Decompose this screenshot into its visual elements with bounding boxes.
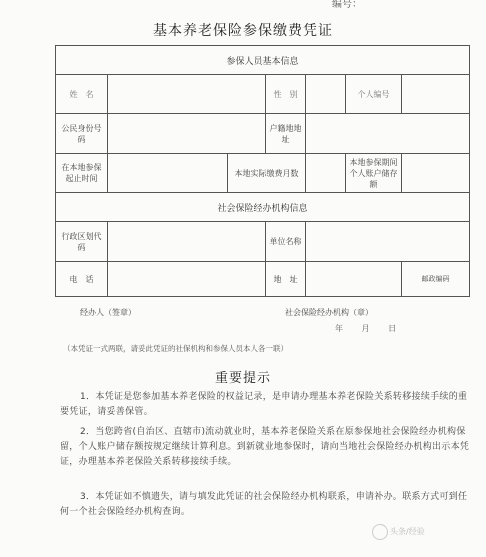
id-number-value[interactable] (108, 114, 266, 154)
section-agency-info: 社会保险经办机构信息 (56, 193, 470, 222)
page-title: 基本养老保险参保缴费凭证 (153, 23, 333, 39)
postcode-label: 邮政编码 (402, 262, 470, 297)
unit-name-value[interactable] (306, 222, 470, 262)
phone-value[interactable] (108, 262, 266, 297)
notice-paragraph-1: 1．本凭证是您参加基本养老保险的权益记录，是申请办理基本养老保险关系转移接续手续的重要凭证，请妥善保管。 (60, 392, 468, 417)
contribution-period-value[interactable] (108, 154, 228, 193)
handler-signature-label: 经办人（签章） (80, 308, 136, 317)
watermark-text: 头条/经验 (390, 527, 425, 536)
actual-months-label: 本地实际缴费月数 (228, 154, 306, 193)
copies-note: （本凭证一式两联，请妥此凭证的社保机构和参保人员本人各一联） (63, 344, 288, 353)
name-value[interactable] (108, 75, 266, 114)
account-balance-label: 本地参保期间个人账户储存额 (346, 154, 402, 193)
agency-seal-label: 社会保险经办机构（章） (285, 308, 373, 317)
date-label: 年 月 日 (335, 324, 405, 333)
phone-label: 电 话 (56, 262, 108, 297)
certificate-number-label: 编号： (332, 0, 362, 10)
watermark-logo-icon (372, 524, 388, 540)
personal-number-label: 个人编号 (346, 75, 402, 114)
personal-number-value[interactable] (402, 75, 470, 114)
address-label: 地 址 (266, 262, 306, 297)
actual-months-value[interactable] (306, 154, 346, 193)
hukou-address-label: 户籍地地 址 (266, 114, 306, 154)
section-insured-info: 参保人员基本信息 (56, 46, 470, 75)
unit-name-label: 单位名称 (266, 222, 306, 262)
gender-label: 性 别 (266, 75, 306, 114)
gender-value[interactable] (306, 75, 346, 114)
account-balance-value[interactable] (402, 154, 470, 193)
id-number-label: 公民身份号 码 (56, 114, 108, 154)
notice-paragraph-3: 3．本凭证如不慎遗失，请与填发此凭证的社会保险经办机构联系，申请补办。联系方式可到任何一个社会保险经办机构查询。 (60, 492, 468, 517)
address-value[interactable] (306, 262, 402, 297)
name-label: 姓 名 (56, 75, 108, 114)
division-code-label: 行政区划代 码 (56, 222, 108, 262)
hukou-address-value[interactable] (306, 114, 470, 154)
contribution-period-label: 在本地参保起止时间 (56, 154, 108, 193)
division-code-value[interactable] (108, 222, 266, 262)
insurance-form-table (55, 45, 470, 297)
notice-title: 重要提示 (214, 371, 271, 386)
notice-paragraph-2: 2．当您跨省(自治区、直辖市)流动就业时，基本养老保险关系在原参保地社会保险经办机构保留，个人账户储存额按规定继续计算利息。到新就业地参保时，请向当地社会保险经办机构出示本凭证，办理基本养老保险关系转移接续手续。 (60, 427, 470, 467)
